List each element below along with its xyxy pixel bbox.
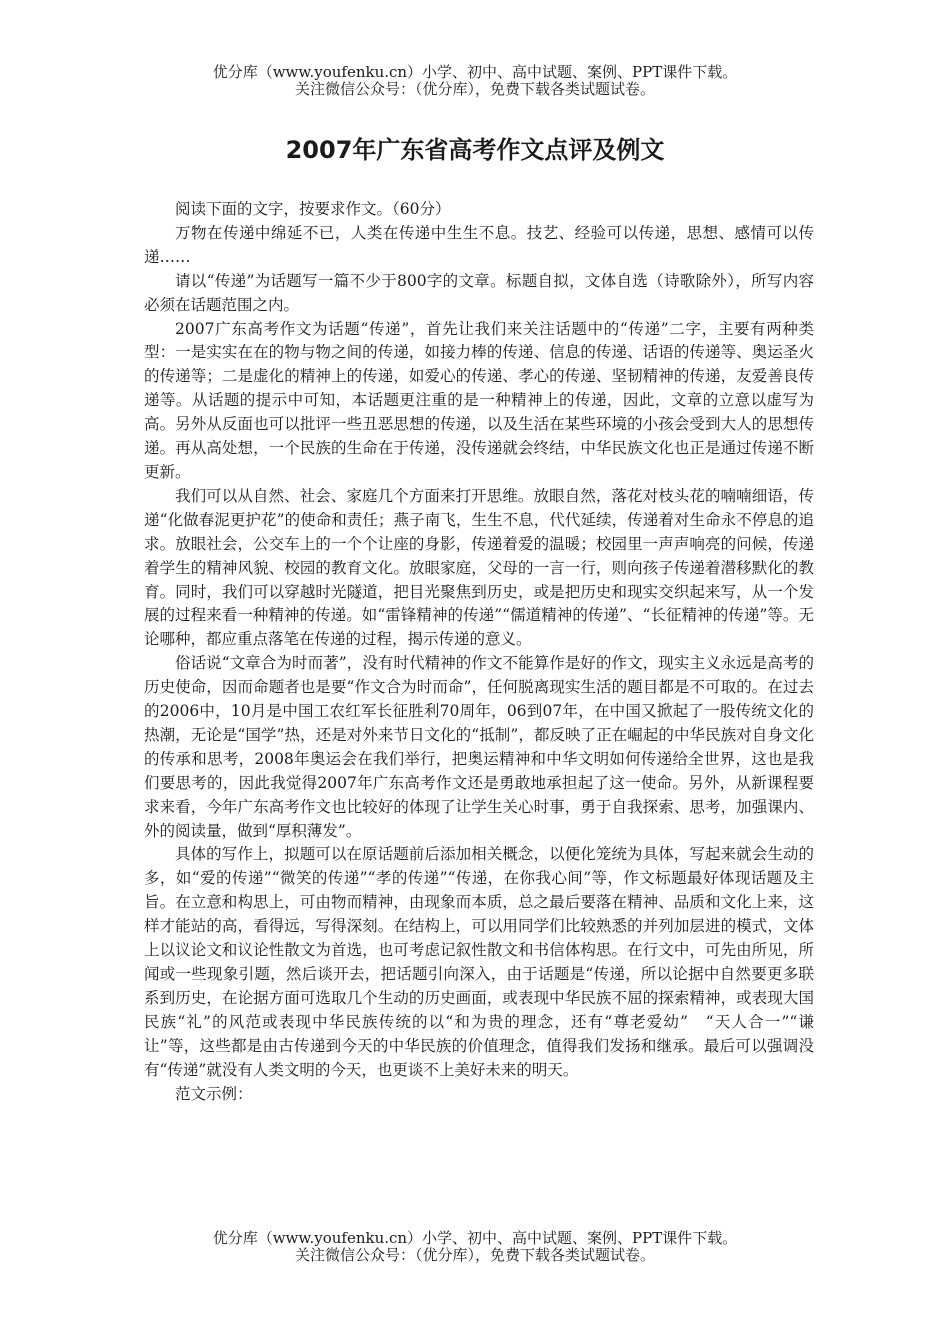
footer-line-2: 关注微信公众号：（优分库），免费下载各类试题试卷。: [294, 1246, 655, 1264]
paragraph-analysis-angles: 我们可以从自然、社会、家庭几个方面来打开思维。放眼自然，落花对枝头花的喃喃细语，传递“化做春泥更护花”的使命和责任；燕子南飞，生生不息，代代延续，传递着对生命永不停息的追求。放眼社会，公交车上的一个个让座的身影，传递着爱的温暖；校园里一声声响亮的问候，传递着学生的精神风貌、校园的教育文化。放眼家庭，父母的一言一行，则向孩子传递着潜移默化的教育。同时，我们可以穿越时光隧道，把目光聚焦到历史，或是把历史和现实交织起来写，从一个发展的过程来看一种精神的传递。如“雷锋精神的传递”“儒道精神的传递”、“长征精神的传递”等。无论哪种，都应重点落笔在传递的过程，揭示传递的意义。: [144, 486, 814, 649]
page-header: [0, 64, 950, 98]
paragraph-analysis-topic: 2007广东高考作文为话题“传递”，首先让我们来关注话题中的“传递”二字，主要有两种类型：一是实实在在的物与物之间的传递，如接力棒的传递、信息的传递、话语的传递等、奥运圣火的传递等；二是虚化的精神上的传递，如爱心的传递、孝心的传递、坚韧精神的传递，友爱善良传递等。从话题的提示中可知，本话题更注重的是一种精神上的传递，因此，文章的立意以虚写为高。另外从反面也可以批评一些丑恶思想的传递，以及生活在某些环境的小孩会受到大人的思想传递。再从高处想，一个民族的生命在于传递，没传递就会终结，中华民族文化也正是通过传递不断更新。: [144, 319, 814, 481]
paragraph-example-heading: 范文示例：: [175, 1084, 253, 1103]
header-line-2: 关注微信公众号：（优分库），免费下载各类试题试卷。: [294, 80, 655, 98]
paragraph-prompt-requirement: 请以“传递”为话题写一篇不少于800字的文章。标题自拟，文体自选（诗歌除外），所写内容必须在话题范围之内。: [144, 271, 814, 314]
document-title: 2007年广东省高考作文点评及例文: [285, 136, 665, 164]
paragraph-prompt-instruction: 阅读下面的文字，按要求作文。（60分）: [175, 200, 451, 218]
paragraph-analysis-writing: 具体的写作上，拟题可以在原话题前后添加相关概念，以便化笼统为具体，写起来就会生动的多，如“爱的传递”“微笑的传递”“孝的传递”“传递，在你我心间”等，作文标题最好体现话题及主旨。在立意和构思上，可由物而精神，由现象而本质，总之最后要落在精神、品质和文化上来，这样才能站的高，看得远，写得深刻。在结构上，可以用同学们比较熟悉的并列加层进的模式，文体上以议论文和议论性散文为首选，也可考虑记叙性散文和书信体构思。在行文中，可先由所见，所闻或一些现象引题，然后谈开去，把话题引向深入，由于话题是“传递，所以论据中自然要更多联系到历史，在论据方面可选取几个生动的历史画面，或表现中华民族不屈的探索精神，或表现大国民族“礼”的风范或表现中华民族传统的以“和为贵的理念，还有“尊老爱幼” “天人合一”“谦让”等，这些都是由古传递到今天的中华民族的价值理念，值得我们发扬和继承。最后可以强调没有“传递”就没有人类文明的今天，也更谈不上美好未来的明天。: [144, 845, 814, 1079]
header-line-1: 优分库（www.youfenku.cn）小学、初中、高中试题、案例、PPT课件下载。: [212, 63, 738, 81]
document-body: [144, 198, 814, 1106]
page-footer: [0, 1230, 950, 1264]
footer-line-1: 优分库（www.youfenku.cn）小学、初中、高中试题、案例、PPT课件下载。: [212, 1229, 738, 1247]
paragraph-prompt-material: 万物在传递中绵延不已，人类在传递中生生不息。技艺、经验可以传递，思想、感情可以传递……: [144, 223, 814, 266]
paragraph-analysis-era: 俗话说“文章合为时而著”，没有时代精神的作文不能算作是好的作文，现实主义永远是高考的历史使命，因而命题者也是要“作文合为时而命”，任何脱离现实生活的题目都是不可取的。在过去的2006中，10月是中国工农红军长征胜利70周年，06到07年，在中国又掀起了一股传统文化的热潮，无论是“国学”热，还是对外来节日文化的“抵制”，都反映了正在崛起的中华民族对自身文化的传承和思考，2008年奥运会在我们举行，把奥运精神和中华文明如何传递给全世界，这也是我们要思考的，因此我觉得2007年广东高考作文还是勇敢地承担起了这一使命。另外，从新课程要求来看，今年广东高考作文也比较好的体现了让学生关心时事，勇于自我探索、思考，加强课内、外的阅读量，做到“厚积薄发”。: [144, 654, 814, 840]
